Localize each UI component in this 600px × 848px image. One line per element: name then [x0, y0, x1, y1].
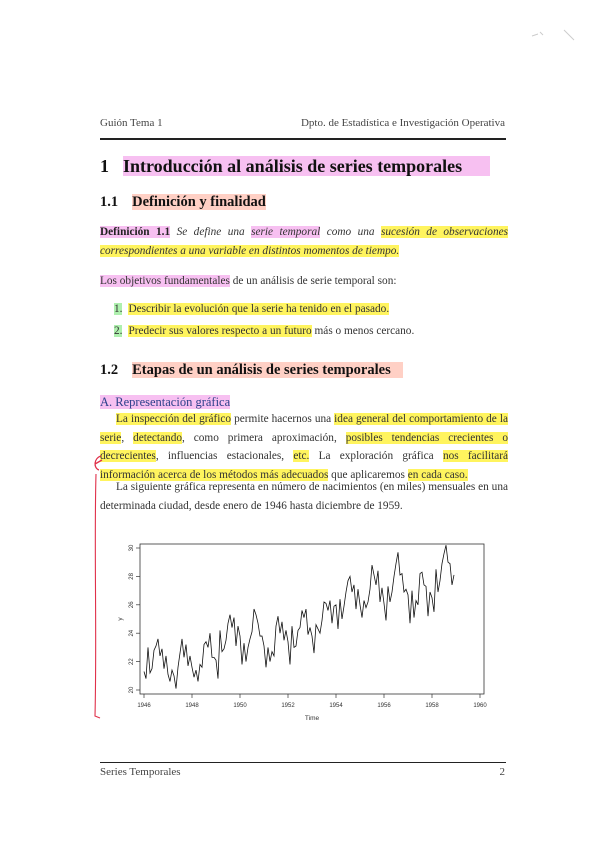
y-tick-label: 28 — [129, 573, 135, 580]
section-title: Definición y finalidad — [132, 194, 266, 210]
running-footer — [100, 766, 505, 778]
text-run: , — [121, 431, 134, 444]
list-number: 1. — [114, 303, 123, 315]
section-1-1-heading — [100, 194, 266, 211]
definition-body: sucesión de observaciones correspondientes a una variable en distintos momentos de tiempo. — [100, 226, 509, 257]
text-highlight: La inspección del gráfico — [116, 413, 232, 425]
y-axis-label: y — [117, 617, 124, 621]
objectives-intro-rest: de un análisis de serie temporal son: — [229, 275, 397, 287]
text-run: La exploración gráfica — [309, 450, 443, 462]
y-tick-label: 30 — [129, 544, 135, 552]
header-left: Guión Tema 1 — [100, 117, 163, 129]
objectives-intro — [100, 272, 508, 291]
text-run: permite hacernos una — [231, 413, 335, 425]
y-tick-label: 26 — [129, 601, 135, 609]
running-header — [100, 117, 505, 129]
list-item-highlight: Predecir sus valores respecto a un futuro — [128, 325, 312, 337]
paragraph-chart-intro: La siguiente gráfica representa en número de nacimientos (en miles) mensuales en una determinada ciudad, desde enero de 1946 hasta diciembre de 1959. — [100, 481, 508, 512]
text-highlight: posibles tendencias crecientes o decrecientes — [100, 431, 508, 462]
x-tick-label: 1960 — [473, 703, 487, 709]
x-tick-label: 1946 — [137, 703, 151, 709]
x-tick-label: 1948 — [185, 703, 199, 709]
definition-text-3: como una — [320, 226, 381, 238]
definition-term: serie temporal — [251, 226, 321, 238]
section-number: 1.2 — [100, 362, 119, 378]
subsection-a-heading — [100, 395, 230, 410]
section-title: Introducción al análisis de series temporales — [123, 156, 490, 176]
header-rule — [100, 138, 506, 140]
x-tick-label: 1952 — [281, 703, 295, 709]
x-tick-label: 1954 — [329, 703, 343, 709]
paragraph-representation — [100, 410, 508, 484]
text-highlight: detectando — [133, 431, 183, 444]
text-highlight: en cada caso. — [407, 468, 468, 481]
header-right: Dpto. de Estadística e Investigación Operativa — [300, 117, 505, 129]
x-axis-label: Time — [304, 715, 320, 722]
section-1-2-heading — [100, 362, 403, 379]
list-item-rest: más o menos cercano. — [311, 325, 415, 337]
section-title: Etapas de un análisis de series temporales — [132, 362, 403, 378]
list-item — [114, 303, 389, 315]
list-item-highlight: Describir la evolución que la serie ha tenido en el pasado. — [128, 303, 390, 315]
footer-left: Series Temporales — [100, 766, 181, 778]
text-highlight: idea general del comportamiento de la serie — [100, 413, 508, 444]
list-item — [114, 325, 414, 337]
definition-block — [100, 223, 508, 260]
text-run: , como primera aproximación, — [182, 431, 346, 444]
pencil-scribble — [530, 26, 580, 46]
subsection-title: A. Representación gráfica — [100, 395, 231, 409]
page-number: 2 — [499, 766, 505, 778]
section-number: 1.1 — [100, 194, 119, 210]
x-tick-label: 1956 — [377, 703, 391, 709]
text-highlight: etc. — [293, 450, 310, 462]
text-run: , influencias estacionales, — [155, 450, 294, 462]
objectives-intro-highlight: Los objetivos fundamentales — [100, 275, 230, 287]
list-number: 2. — [114, 325, 123, 337]
x-tick-label: 1950 — [233, 703, 247, 709]
footer-rule — [100, 762, 506, 763]
section-number: 1 — [100, 156, 109, 176]
text-highlight: nos facilitará información acerca de los métodos más adecuados — [100, 450, 509, 481]
section-1-heading — [100, 156, 490, 177]
plot-frame — [140, 544, 484, 694]
series-line — [144, 545, 454, 688]
y-tick-label: 22 — [129, 658, 135, 665]
definition-text-1: Se define una — [176, 226, 252, 238]
y-tick-label: 24 — [129, 629, 135, 637]
definition-label: Definición 1.1 — [100, 226, 171, 238]
births-time-series-chart — [112, 540, 490, 730]
y-tick-label: 20 — [129, 686, 135, 694]
x-tick-label: 1958 — [425, 703, 439, 709]
text-run: que aplicaremos — [328, 468, 408, 481]
